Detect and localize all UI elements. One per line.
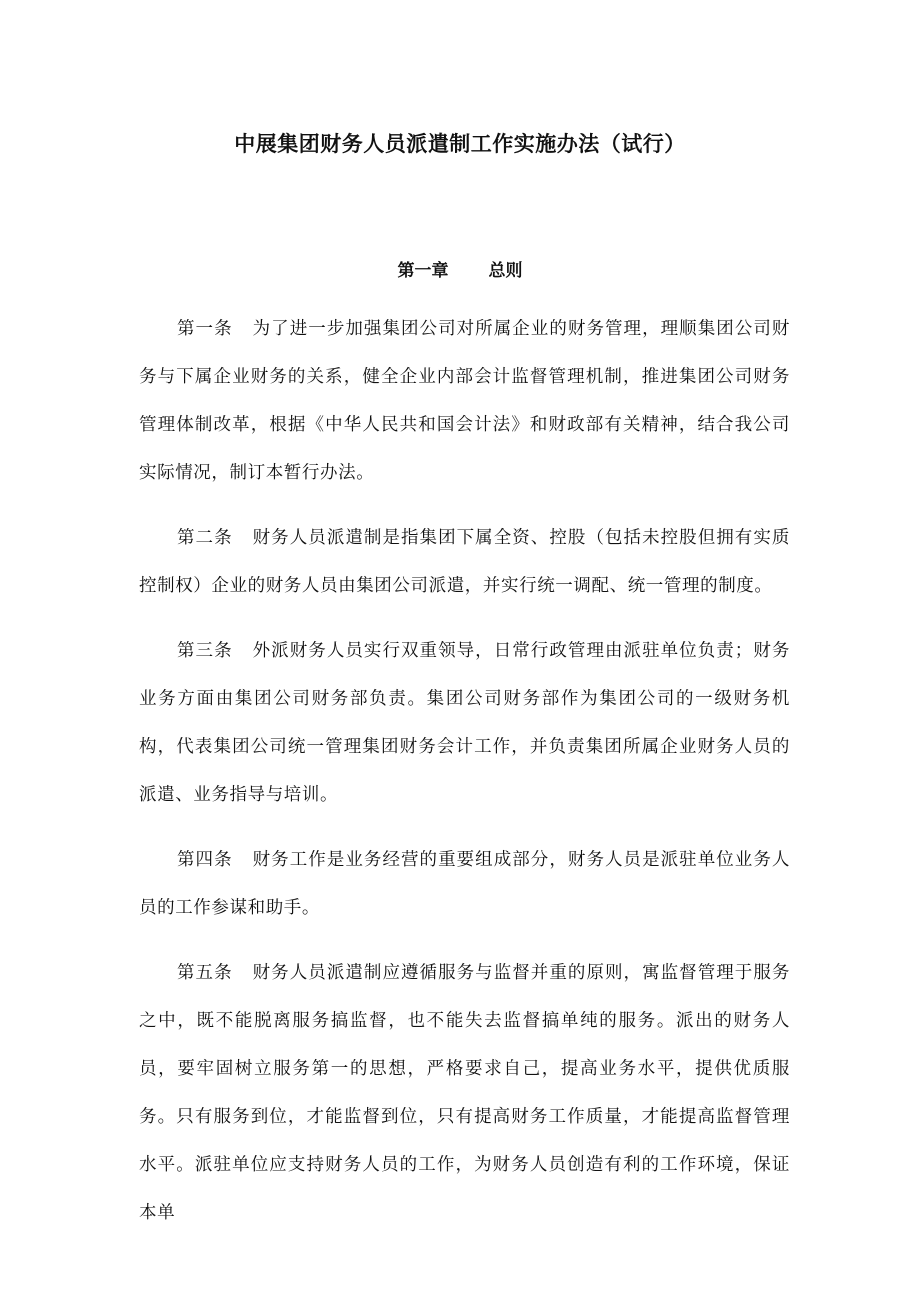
article-text: 财务人员派遣制是指集团下属全资、控股（包括未控股但拥有实质控制权）企业的财务人员由集团公司派遣，并实行统一调配、统一管理的制度。 <box>139 528 790 596</box>
document-title: 中展集团财务人员派遣制工作实施办法（试行） <box>234 132 686 156</box>
article-number: 第二条 <box>177 528 233 548</box>
article-text: 为了进一步加强集团公司对所属企业的财务管理，理顺集团公司财务与下属企业财务的关系，健全企业内部会计监督管理机制，推进集团公司财务管理体制改革，根据《中华人民共和国会计法》和财政部有关精神，结合我公司实际情况，制订本暂行办法。 <box>139 319 790 483</box>
article-text: 财务人员派遣制应遵循服务与监督并重的原则，寓监督管理于服务之中，既不能脱离服务搞监督，也不能失去监督搞单纯的服务。派出的财务人员，要牢固树立服务第一的思想，严格要求自己，提高业务水平，提供优质服务。只有服务到位，才能监督到位，只有提高财务工作质量，才能提高监督管理水平。派驻单位应支持财务人员的工作，为财务人员创造有利的工作环境，保证本单 <box>139 963 790 1223</box>
article-number: 第三条 <box>177 641 233 661</box>
article-text: 外派财务人员实行双重领导，日常行政管理由派驻单位负责；财务业务方面由集团公司财务部负责。集团公司财务部作为集团公司的一级财务机构，代表集团公司统一管理集团财务会计工作，并负责集团所属企业财务人员的派遣、业务指导与培训。 <box>139 641 790 805</box>
article-4 <box>139 836 790 932</box>
article-number: 第四条 <box>177 850 233 870</box>
article-1 <box>139 305 790 497</box>
article-5 <box>139 949 790 1237</box>
article-number: 第一条 <box>177 319 233 339</box>
chapter-name: 总则 <box>488 261 523 281</box>
article-text: 财务工作是业务经营的重要组成部分，财务人员是派驻单位业务人员的工作参谋和助手。 <box>139 850 790 918</box>
article-3 <box>139 627 790 819</box>
article-2 <box>139 514 790 610</box>
article-number: 第五条 <box>177 963 233 983</box>
chapter-heading <box>0 256 920 281</box>
chapter-number: 第一章 <box>397 261 449 281</box>
